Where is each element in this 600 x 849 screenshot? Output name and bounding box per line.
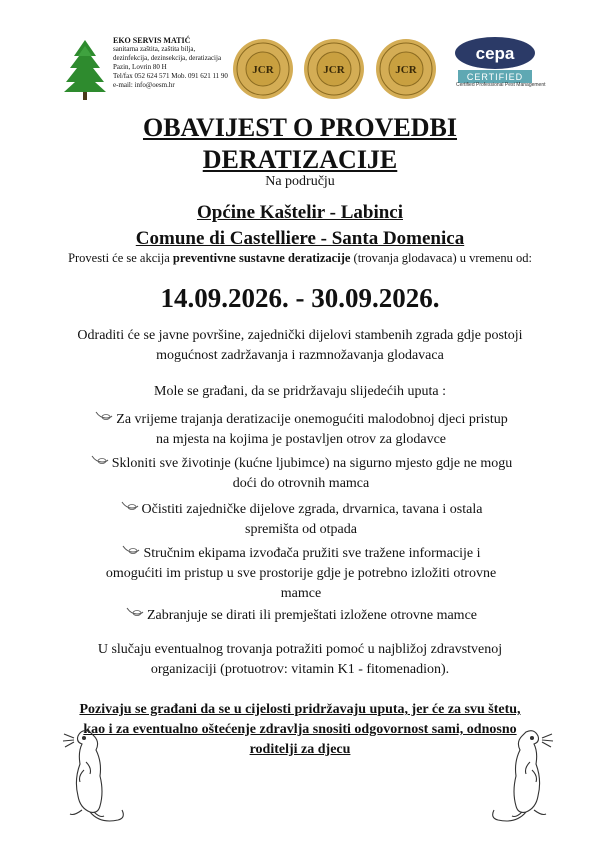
areas-text: Odraditi će se javne površine, zajednički dijelovi stambenih zgrada gdje postoji mogućnost zadržavanja i razmnožavanja glodavaca: [77, 328, 523, 363]
seal-text: JCR: [323, 64, 345, 76]
instruction-text: Zabranjuje se dirati ili premještati izložene otrovne mamce: [146, 608, 478, 623]
instruction-text: Skloniti sve životinje (kućne ljubimce) na sigurno mjesto gdje ne mogu doći do otrovnih mamca: [111, 456, 513, 491]
rat-bullet-icon: [94, 410, 114, 422]
page-title: [0, 112, 600, 176]
company-line: Pazin, Lovrin 80 H: [113, 63, 167, 71]
certificate-seal-icon: [232, 38, 294, 100]
company-line: sanitarna zaštita, zaštita bilja,: [113, 45, 196, 53]
date-range: 14.09.2026. - 30.09.2026.: [160, 283, 440, 313]
municipality: [0, 200, 600, 252]
action-part-2: (trovanja glodavaca) u vremenu od:: [350, 251, 532, 265]
request-text: Mole se građani, da se pridržavaju slijedećih uputa :: [154, 384, 446, 399]
rat-bullet-icon: [125, 606, 145, 618]
municipality-it: Comune di Castelliere - Santa Domenica: [135, 228, 465, 249]
cepa-subtitle: Certified Professional Pest Management: [456, 82, 546, 88]
seal-text: JCR: [252, 64, 274, 76]
title-line-2: DERATIZACIJE: [202, 145, 398, 174]
closing-text: Pozivaju se građani da se u cijelosti pridržavaju uputa, jer će za svu štetu, kao i za eventualno oštećenje zdravlja snositi odgovornost sami, odnosno roditelji za djecu: [79, 702, 521, 757]
rat-bullet-icon: [120, 500, 140, 512]
poisoning-text: U slučaju eventualnog trovanja potražiti pomoć u najbližoj zdravstvenoj organizaciji (protuotrov: vitamin K1 - fitomenadion).: [97, 642, 503, 677]
instruction-item: [96, 500, 506, 540]
action-bold: preventivne sustavne deratizacije: [172, 251, 351, 265]
instruction-item: [96, 544, 506, 604]
cepa-certified: CERTIFIED: [466, 72, 524, 82]
instruction-text: Stručnim ekipama izvođača pružiti sve tražene informacije i omogućiti im pristup u sve prostorije gdje je potrebno izložiti otrovne mamce: [105, 546, 497, 601]
area-intro: Na području: [265, 174, 335, 189]
instruction-item: [86, 410, 516, 450]
company-line: Tel/fax 052 624 571 Mob. 091 621 11 90: [113, 72, 228, 80]
municipality-hr: Općine Kaštelir - Labinci: [196, 202, 403, 223]
rat-bullet-icon: [90, 454, 110, 466]
rat-drawing-icon: [486, 722, 556, 832]
title-line-1: OBAVIJEST O PROVEDBI: [142, 113, 458, 142]
certificate-seal-icon: [303, 38, 365, 100]
rat-bullet-icon: [121, 544, 141, 556]
company-line: e-mail: info@oesm.hr: [113, 81, 175, 89]
cepa-logo-text: cepa: [475, 44, 515, 63]
seal-text: JCR: [395, 64, 417, 76]
rat-drawing-icon: [60, 722, 130, 832]
action-text: [60, 250, 540, 266]
action-part-1: Provesti će se akcija: [68, 251, 173, 265]
company-name: EKO SERVIS MATIĆ: [113, 36, 191, 45]
instruction-text: Očistiti zajedničke dijelove zgrada, drvarnica, tavana i ostala spremišta od otpada: [141, 502, 483, 537]
company-line: dezinfekcija, dezinsekcija, deratizacija: [113, 54, 222, 62]
instruction-text: Za vrijeme trajanja deratizacije onemogućiti malodobnoj djeci pristup na mjesta na kojima je postavljen otrov za glodavce: [116, 412, 508, 447]
certificate-seal-icon: [375, 38, 437, 100]
instruction-item: [96, 606, 506, 626]
instruction-item: [86, 454, 516, 494]
tree-logo-icon: [62, 38, 108, 100]
